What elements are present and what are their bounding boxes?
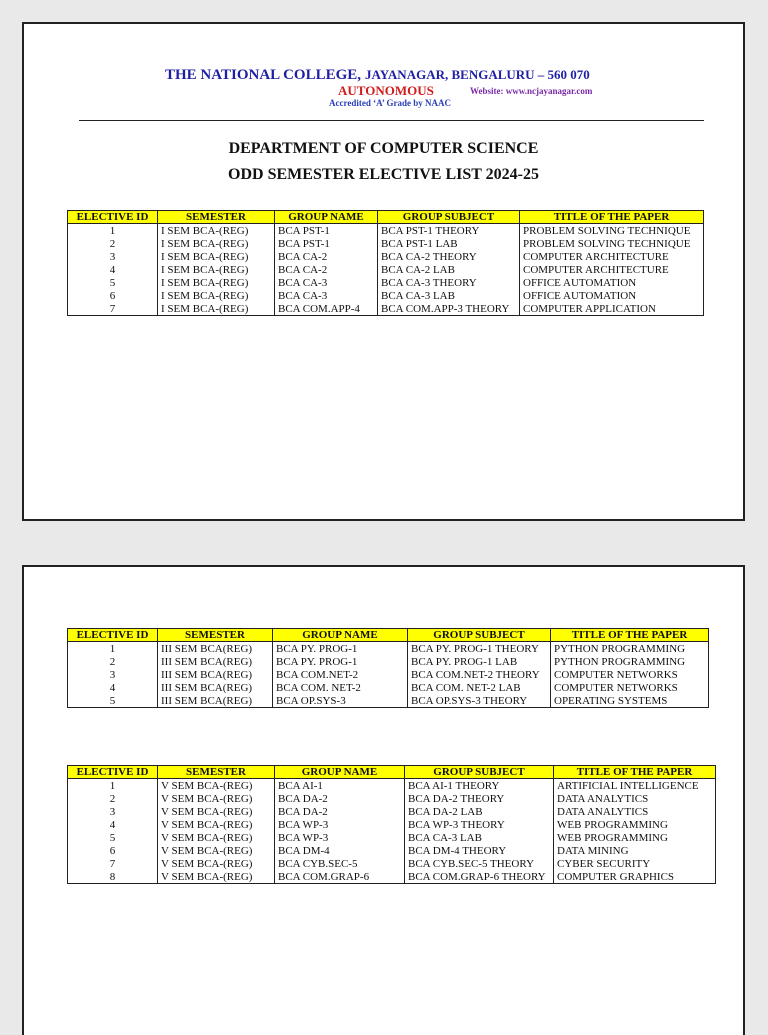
cell-semester: I SEM BCA-(REG): [158, 224, 275, 238]
table-row: [68, 237, 704, 250]
cell-elective-id: 3: [68, 250, 158, 263]
document-page-2: [22, 565, 745, 1035]
cell-paper-title: PROBLEM SOLVING TECHNIQUE: [520, 237, 704, 250]
cell-group-name: BCA PY. PROG-1: [273, 642, 408, 656]
cell-group-subject: BCA PY. PROG-1 LAB: [408, 655, 551, 668]
table-row: [68, 263, 704, 276]
elective-table-sem-5: [67, 765, 716, 884]
cell-paper-title: PYTHON PROGRAMMING: [551, 655, 709, 668]
cell-semester: V SEM BCA-(REG): [158, 831, 275, 844]
cell-paper-title: CYBER SECURITY: [554, 857, 716, 870]
cell-paper-title: DATA ANALYTICS: [554, 792, 716, 805]
list-title: ODD SEMESTER ELECTIVE LIST 2024-25: [228, 166, 539, 183]
table-row: [68, 857, 716, 870]
cell-group-name: BCA DM-4: [275, 844, 405, 857]
cell-elective-id: 3: [68, 805, 158, 818]
cell-paper-title: OPERATING SYSTEMS: [551, 694, 709, 708]
column-header-group-subject: GROUP SUBJECT: [405, 766, 554, 779]
cell-group-subject: BCA CA-2 LAB: [378, 263, 520, 276]
cell-group-name: BCA WP-3: [275, 818, 405, 831]
cell-paper-title: COMPUTER GRAPHICS: [554, 870, 716, 884]
cell-group-subject: BCA CA-3 LAB: [405, 831, 554, 844]
cell-elective-id: 5: [68, 694, 158, 708]
column-header-group-name: GROUP NAME: [273, 629, 408, 642]
cell-semester: V SEM BCA-(REG): [158, 818, 275, 831]
cell-semester: I SEM BCA-(REG): [158, 289, 275, 302]
website-link[interactable]: Website: www.ncjayanagar.com: [470, 86, 593, 96]
cell-semester: III SEM BCA(REG): [158, 642, 273, 656]
cell-semester: I SEM BCA-(REG): [158, 302, 275, 316]
cell-group-name: BCA DA-2: [275, 805, 405, 818]
cell-elective-id: 7: [68, 302, 158, 316]
cell-semester: V SEM BCA-(REG): [158, 857, 275, 870]
cell-group-subject: BCA COM.APP-3 THEORY: [378, 302, 520, 316]
cell-group-name: BCA CA-3: [275, 289, 378, 302]
cell-group-subject: BCA WP-3 THEORY: [405, 818, 554, 831]
cell-group-name: BCA COM.NET-2: [273, 668, 408, 681]
column-header-group-name: GROUP NAME: [275, 211, 378, 224]
column-header-semester: SEMESTER: [158, 629, 273, 642]
column-header-semester: SEMESTER: [158, 766, 275, 779]
cell-group-name: BCA PST-1: [275, 237, 378, 250]
column-header-paper-title: TITLE OF THE PAPER: [551, 629, 709, 642]
cell-group-subject: BCA DA-2 LAB: [405, 805, 554, 818]
table-row: [68, 870, 716, 884]
cell-group-subject: BCA COM.GRAP-6 THEORY: [405, 870, 554, 884]
column-header-group-name: GROUP NAME: [275, 766, 405, 779]
table-row: [68, 694, 709, 708]
cell-group-name: BCA PST-1: [275, 224, 378, 238]
column-header-group-subject: GROUP SUBJECT: [408, 629, 551, 642]
cell-semester: I SEM BCA-(REG): [158, 250, 275, 263]
cell-group-name: BCA AI-1: [275, 779, 405, 793]
cell-elective-id: 6: [68, 289, 158, 302]
cell-paper-title: PROBLEM SOLVING TECHNIQUE: [520, 224, 704, 238]
elective-table-sem-1: [67, 210, 704, 316]
cell-group-subject: BCA COM.NET-2 THEORY: [408, 668, 551, 681]
cell-elective-id: 5: [68, 276, 158, 289]
cell-paper-title: COMPUTER ARCHITECTURE: [520, 263, 704, 276]
table-row: [68, 779, 716, 793]
table-row: [68, 844, 716, 857]
cell-semester: III SEM BCA(REG): [158, 655, 273, 668]
college-location: JAYANAGAR, BENGALURU – 560 070: [365, 67, 590, 82]
cell-group-name: BCA OP.SYS-3: [273, 694, 408, 708]
header-divider: [79, 120, 704, 121]
cell-semester: I SEM BCA-(REG): [158, 263, 275, 276]
document-page-1: [22, 22, 745, 521]
cell-group-name: BCA WP-3: [275, 831, 405, 844]
table-row: [68, 805, 716, 818]
cell-paper-title: ARTIFICIAL INTELLIGENCE: [554, 779, 716, 793]
cell-paper-title: COMPUTER APPLICATION: [520, 302, 704, 316]
cell-paper-title: OFFICE AUTOMATION: [520, 276, 704, 289]
cell-elective-id: 1: [68, 642, 158, 656]
cell-group-subject: BCA COM. NET-2 LAB: [408, 681, 551, 694]
cell-elective-id: 2: [68, 792, 158, 805]
college-title: [165, 66, 590, 84]
cell-group-name: BCA COM.GRAP-6: [275, 870, 405, 884]
cell-group-subject: BCA AI-1 THEORY: [405, 779, 554, 793]
column-header-elective-id: ELECTIVE ID: [68, 766, 158, 779]
cell-paper-title: COMPUTER NETWORKS: [551, 668, 709, 681]
autonomous-label: AUTONOMOUS: [338, 83, 434, 98]
cell-paper-title: DATA MINING: [554, 844, 716, 857]
table-row: [68, 289, 704, 302]
cell-semester: I SEM BCA-(REG): [158, 237, 275, 250]
cell-elective-id: 5: [68, 831, 158, 844]
cell-group-subject: BCA DM-4 THEORY: [405, 844, 554, 857]
cell-paper-title: WEB PROGRAMMING: [554, 818, 716, 831]
cell-group-name: BCA CA-2: [275, 250, 378, 263]
cell-group-name: BCA PY. PROG-1: [273, 655, 408, 668]
cell-group-subject: BCA PY. PROG-1 THEORY: [408, 642, 551, 656]
cell-group-name: BCA COM. NET-2: [273, 681, 408, 694]
cell-elective-id: 6: [68, 844, 158, 857]
accreditation-note: Accredited ‘A’ Grade by NAAC: [329, 98, 451, 108]
column-header-paper-title: TITLE OF THE PAPER: [520, 211, 704, 224]
table-row: [68, 668, 709, 681]
cell-elective-id: 4: [68, 818, 158, 831]
cell-semester: V SEM BCA-(REG): [158, 870, 275, 884]
table-row: [68, 302, 704, 316]
elective-table-sem-3: [67, 628, 709, 708]
department-title: DEPARTMENT OF COMPUTER SCIENCE: [228, 140, 539, 157]
cell-semester: V SEM BCA-(REG): [158, 844, 275, 857]
table-row: [68, 818, 716, 831]
table-row: [68, 250, 704, 263]
cell-group-name: BCA CA-3: [275, 276, 378, 289]
cell-group-subject: BCA CA-3 LAB: [378, 289, 520, 302]
table-row: [68, 831, 716, 844]
table-row: [68, 276, 704, 289]
column-header-elective-id: ELECTIVE ID: [68, 211, 158, 224]
college-name: THE NATIONAL COLLEGE,: [165, 67, 362, 83]
cell-group-subject: BCA CA-2 THEORY: [378, 250, 520, 263]
table-row: [68, 655, 709, 668]
cell-group-subject: BCA PST-1 THEORY: [378, 224, 520, 238]
cell-elective-id: 4: [68, 263, 158, 276]
table-row: [68, 792, 716, 805]
table-row: [68, 642, 709, 656]
cell-paper-title: COMPUTER ARCHITECTURE: [520, 250, 704, 263]
cell-elective-id: 1: [68, 779, 158, 793]
cell-group-subject: BCA CA-3 THEORY: [378, 276, 520, 289]
cell-group-name: BCA DA-2: [275, 792, 405, 805]
cell-group-subject: BCA DA-2 THEORY: [405, 792, 554, 805]
cell-elective-id: 2: [68, 655, 158, 668]
cell-elective-id: 8: [68, 870, 158, 884]
cell-paper-title: WEB PROGRAMMING: [554, 831, 716, 844]
cell-semester: I SEM BCA-(REG): [158, 276, 275, 289]
table-row: [68, 224, 704, 238]
column-header-group-subject: GROUP SUBJECT: [378, 211, 520, 224]
cell-semester: III SEM BCA(REG): [158, 668, 273, 681]
cell-group-name: BCA COM.APP-4: [275, 302, 378, 316]
cell-group-name: BCA CA-2: [275, 263, 378, 276]
cell-elective-id: 1: [68, 224, 158, 238]
cell-semester: III SEM BCA(REG): [158, 694, 273, 708]
cell-paper-title: OFFICE AUTOMATION: [520, 289, 704, 302]
cell-semester: III SEM BCA(REG): [158, 681, 273, 694]
table-row: [68, 681, 709, 694]
cell-elective-id: 4: [68, 681, 158, 694]
cell-semester: V SEM BCA-(REG): [158, 805, 275, 818]
cell-group-name: BCA CYB.SEC-5: [275, 857, 405, 870]
cell-group-subject: BCA OP.SYS-3 THEORY: [408, 694, 551, 708]
cell-elective-id: 7: [68, 857, 158, 870]
cell-group-subject: BCA CYB.SEC-5 THEORY: [405, 857, 554, 870]
column-header-semester: SEMESTER: [158, 211, 275, 224]
column-header-paper-title: TITLE OF THE PAPER: [554, 766, 716, 779]
cell-paper-title: DATA ANALYTICS: [554, 805, 716, 818]
cell-elective-id: 3: [68, 668, 158, 681]
column-header-elective-id: ELECTIVE ID: [68, 629, 158, 642]
cell-semester: V SEM BCA-(REG): [158, 779, 275, 793]
cell-elective-id: 2: [68, 237, 158, 250]
cell-paper-title: PYTHON PROGRAMMING: [551, 642, 709, 656]
cell-paper-title: COMPUTER NETWORKS: [551, 681, 709, 694]
cell-group-subject: BCA PST-1 LAB: [378, 237, 520, 250]
cell-semester: V SEM BCA-(REG): [158, 792, 275, 805]
